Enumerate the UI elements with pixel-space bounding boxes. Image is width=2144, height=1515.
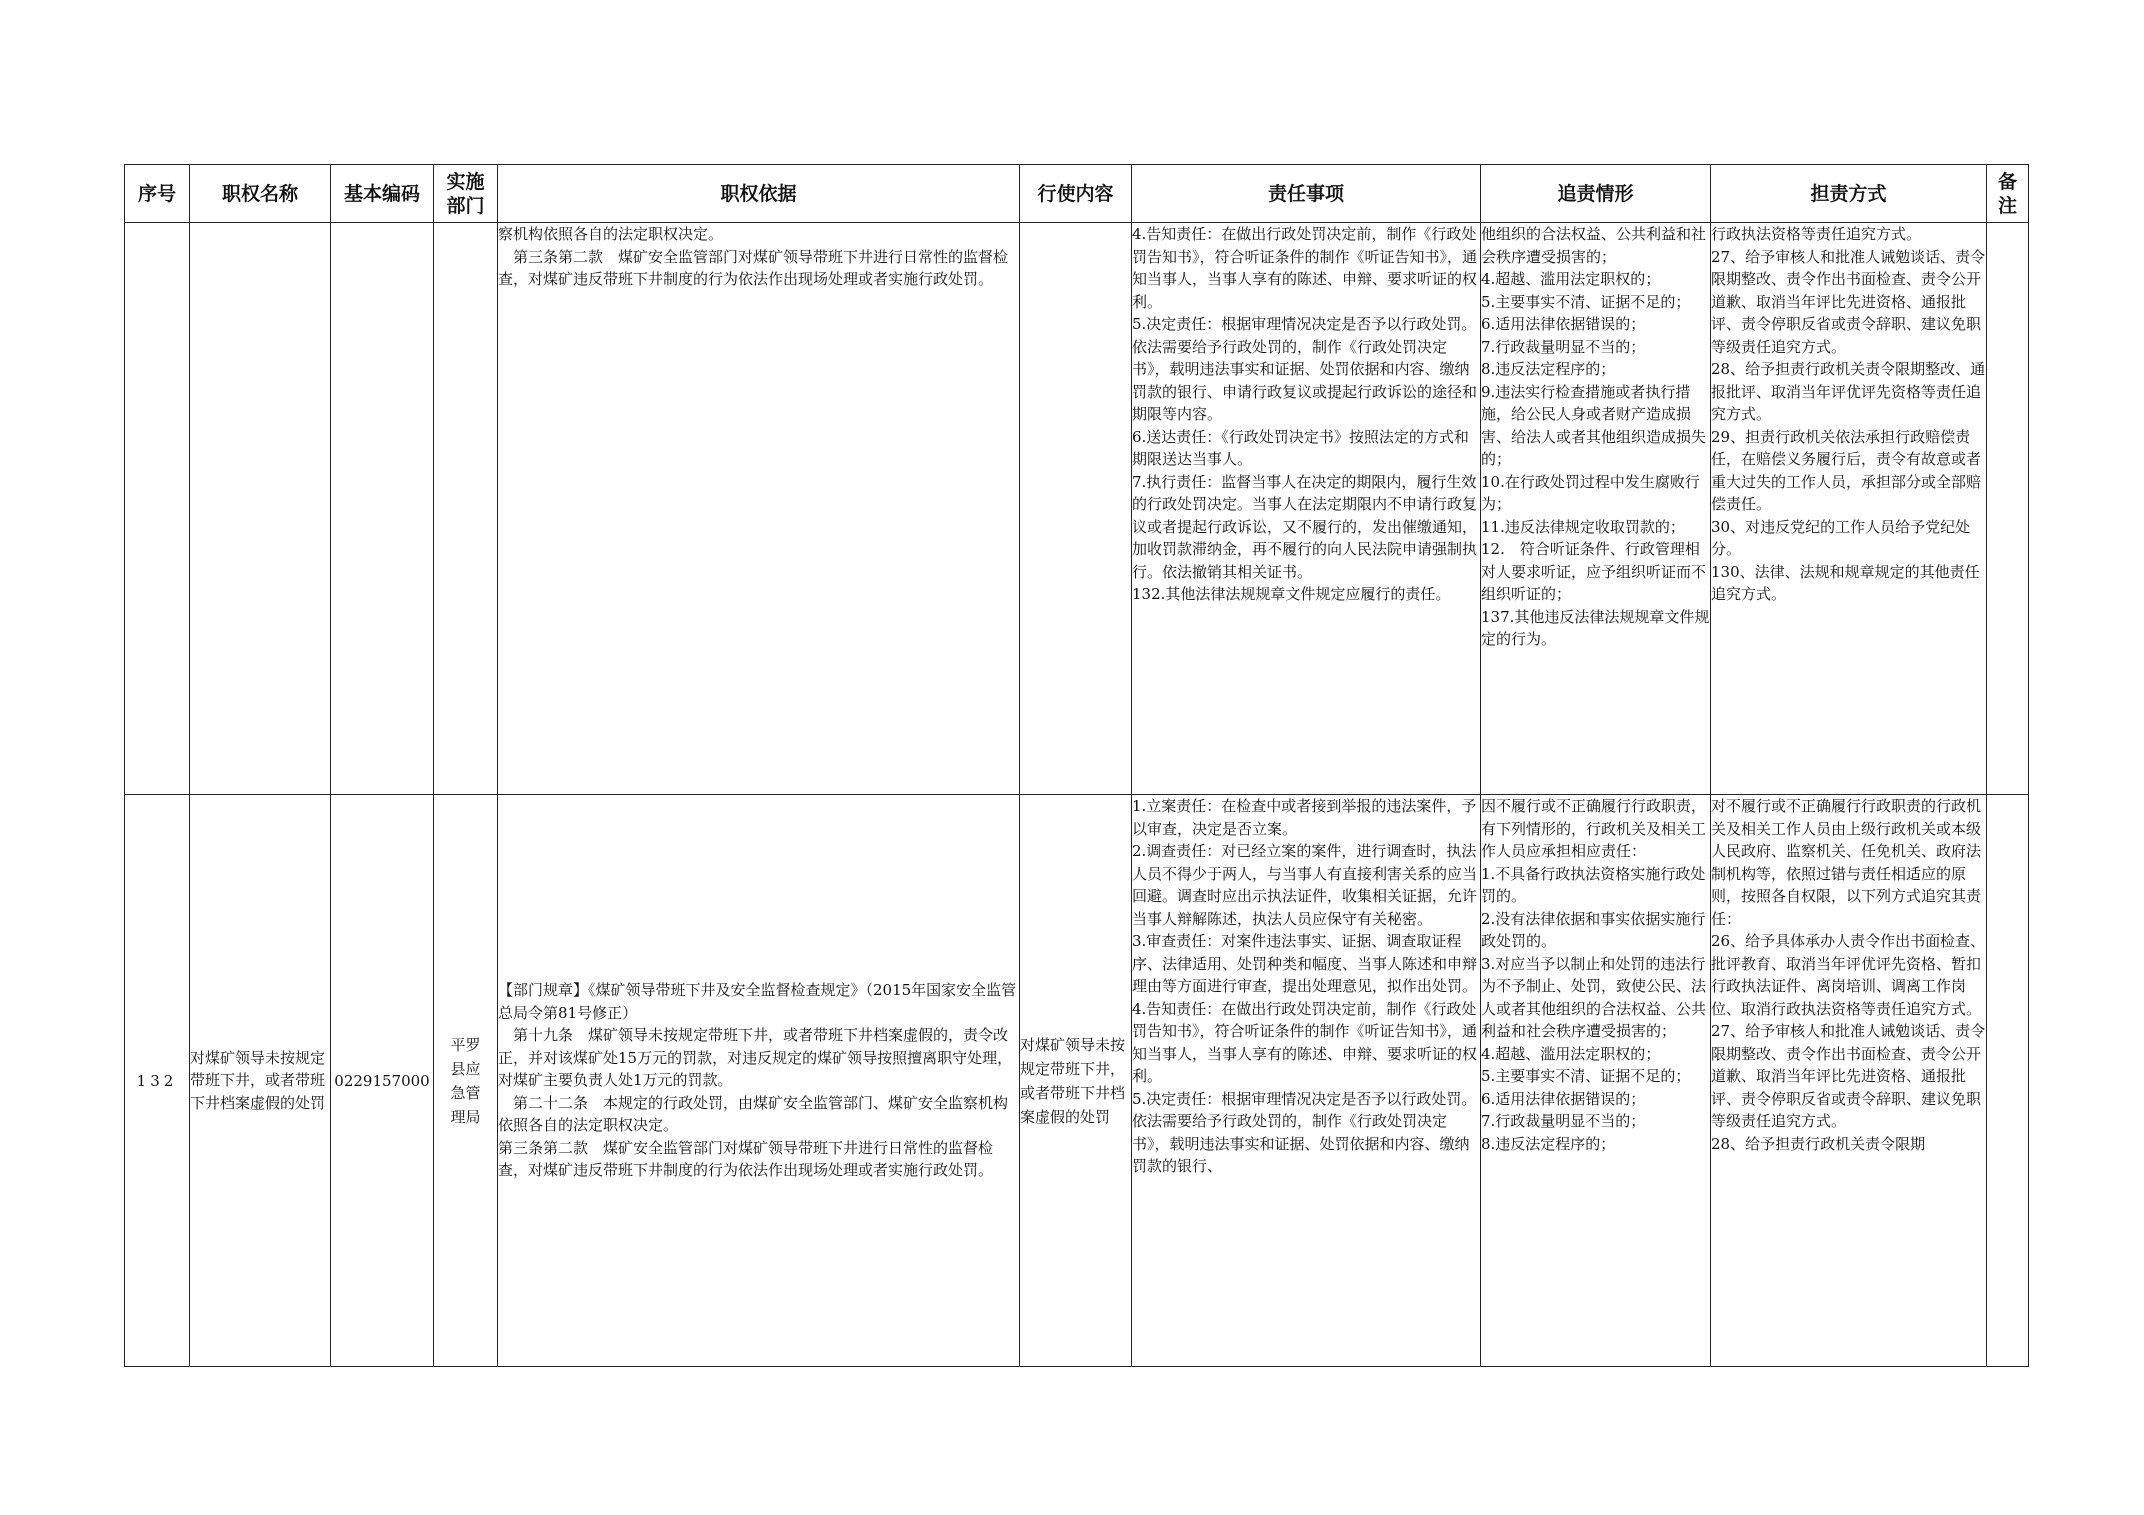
liability-mode-cell: 行政执法资格等责任追究方式。 27、给予审核人和批准人诫勉谈话、责令限期整改、责令作出书面检查、责令公开道歉、取消当年评比先进资格、通报批评、责令停职反省或责令辞职、建议免职等级责任追究方式。 28、给予担责行政机关责令限期整改、通报批评、取消当年评优评先资格等责任追究方式。 29、担责行政机关依法承担行政赔偿责任，在赔偿义务履行后，责令有故意或者重大过失的工作人员，承担部分或全部赔偿责任。 30、对违反党纪的工作人员给予党纪处分。 130、法律、法规和规章规定的其他责任追究方式。 <box>1711 223 1987 795</box>
header-accountability-cases: 追责情形 <box>1481 165 1711 223</box>
authority-name-cell: 对煤矿领导未按规定带班下井，或者带班下井档案虚假的处罚 <box>190 795 331 1367</box>
remarks-cell <box>1987 223 2029 795</box>
header-exercise-content: 行使内容 <box>1020 165 1132 223</box>
seq-cell: 132 <box>125 795 190 1367</box>
header-row <box>125 165 2029 223</box>
basic-code-cell <box>331 223 434 795</box>
authority-table <box>124 164 2029 1367</box>
responsibility-cell: 1.立案责任：在检查中或者接到举报的违法案件，予以审查，决定是否立案。 2.调查责任：对已经立案的案件，进行调查时，执法人员不得少于两人，与当事人有直接利害关系的应当回避。调查时应出示执法证件，收集相关证据，允许当事人辩解陈述，执法人员应保守有关秘密。 3.审查责任：对案件违法事实、证据、调查取证程序、法律适用、处罚种类和幅度、当事人陈述和申辩理由等方面进行审查，提出处理意见，拟作出处罚。 4.告知责任：在做出行政处罚决定前，制作《行政处罚告知书》，符合听证条件的制作《听证告知书》，通知当事人，当事人享有的陈述、申辩、要求听证的权利。 5.决定责任：根据审理情况决定是否予以行政处罚。依法需要给予行政处罚的，制作《行政处罚决定书》，载明违法事实和证据、处罚依据和内容、缴纳罚款的银行、 <box>1132 795 1481 1367</box>
liability-mode-cell: 对不履行或不正确履行行政职责的行政机关及相关工作人员由上级行政机关或本级人民政府、监察机关、任免机关、政府法制机构等，依照过错与责任相适应的原则，按照各自权限，以下列方式追究其责任： 26、给予具体承办人责令作出书面检查、批评教育、取消当年评优评先资格、暂扣行政执法证件、离岗培训、调离工作岗位、取消行政执法资格等责任追究方式。 27、给予审核人和批准人诫勉谈话、责令限期整改、责令作出书面检查、责令公开道歉、取消当年评比先进资格、通报批评、责令停职反省或责令辞职、建议免职等级责任追究方式。 28、给予担责行政机关责令限期 <box>1711 795 1987 1367</box>
header-liability-mode: 担责方式 <box>1711 165 1987 223</box>
seq-cell <box>125 223 190 795</box>
remarks-cell <box>1987 795 2029 1367</box>
table-row <box>125 223 2029 795</box>
header-responsibility: 责任事项 <box>1132 165 1481 223</box>
authority-name-cell <box>190 223 331 795</box>
header-seq: 序号 <box>125 165 190 223</box>
header-implementing-dept: 实施 部门 <box>434 165 498 223</box>
exercise-content-cell: 对煤矿领导未按规定带班下井，或者带班下井档案虚假的处罚 <box>1020 795 1132 1367</box>
header-authority-name: 职权名称 <box>190 165 331 223</box>
header-basic-code: 基本编码 <box>331 165 434 223</box>
header-remarks: 备 注 <box>1987 165 2029 223</box>
exercise-content-cell <box>1020 223 1132 795</box>
table-row <box>125 795 2029 1367</box>
dept-cell: 平罗 县应 急管 理局 <box>434 795 498 1367</box>
accountability-cell: 因不履行或不正确履行行政职责，有下列情形的，行政机关及相关工作人员应承担相应责任： 1.不具备行政执法资格实施行政处罚的。 2.没有法律依据和事实依据实施行政处罚的。 3.对应当予以制止和处罚的违法行为不予制止、处罚，致使公民、法人或者其他组织的合法权益、公共利益和社会秩序遭受损害的； 4.超越、滥用法定职权的； 5.主要事实不清、证据不足的； 6.适用法律依据错误的； 7.行政裁量明显不当的； 8.违反法定程序的； <box>1481 795 1711 1367</box>
responsibility-cell: 4.告知责任：在做出行政处罚决定前，制作《行政处罚告知书》，符合听证条件的制作《听证告知书》，通知当事人，当事人享有的陈述、申辩、要求听证的权利。 5.决定责任：根据审理情况决定是否予以行政处罚。依法需要给予行政处罚的，制作《行政处罚决定书》，载明违法事实和证据、处罚依据和内容、缴纳罚款的银行、申请行政复议或提起行政诉讼的途径和期限等内容。 6.送达责任：《行政处罚决定书》按照法定的方式和期限送达当事人。 7.执行责任：监督当事人在决定的期限内，履行生效的行政处罚决定。当事人在法定期限内不申请行政复议或者提起行政诉讼，又不履行的，发出催缴通知，加收罚款滞纳金，再不履行的向人民法院申请强制执行。依法撤销其相关证书。 132.其他法律法规规章文件规定应履行的责任。 <box>1132 223 1481 795</box>
header-legal-basis: 职权依据 <box>498 165 1020 223</box>
legal-basis-cell: 察机构依照各自的法定职权决定。 第三条第二款 煤矿安全监管部门对煤矿领导带班下井进行日常性的监督检查，对煤矿违反带班下井制度的行为依法作出现场处理或者实施行政处罚。 <box>498 223 1020 795</box>
basic-code-cell: 0229157000 <box>331 795 434 1367</box>
accountability-cell: 他组织的合法权益、公共利益和社会秩序遭受损害的； 4.超越、滥用法定职权的； 5.主要事实不清、证据不足的； 6.适用法律依据错误的； 7.行政裁量明显不当的； 8.违反法定程序的； 9.违法实行检查措施或者执行措施，给公民人身或者财产造成损害、给法人或者其他组织造成损失的； 10.在行政处罚过程中发生腐败行为； 11.违反法律规定收取罚款的； 12. 符合听证条件、行政管理相对人要求听证，应予组织听证而不组织听证的； 137.其他违反法律法规规章文件规定的行为。 <box>1481 223 1711 795</box>
legal-basis-cell: 【部门规章】《煤矿领导带班下井及安全监督检查规定》（2015年国家安全监管总局令第81号修正） 第十九条 煤矿领导未按规定带班下井，或者带班下井档案虚假的，责令改正，并对该煤矿处15万元的罚款，对违反规定的煤矿领导按照擅离职守处理，对煤矿主要负责人处1万元的罚款。 第二十二条 本规定的行政处罚，由煤矿安全监管部门、煤矿安全监察机构依照各自的法定职权决定。 第三条第二款 煤矿安全监管部门对煤矿领导带班下井进行日常性的监督检查，对煤矿违反带班下井制度的行为依法作出现场处理或者实施行政处罚。 <box>498 795 1020 1367</box>
dept-cell <box>434 223 498 795</box>
